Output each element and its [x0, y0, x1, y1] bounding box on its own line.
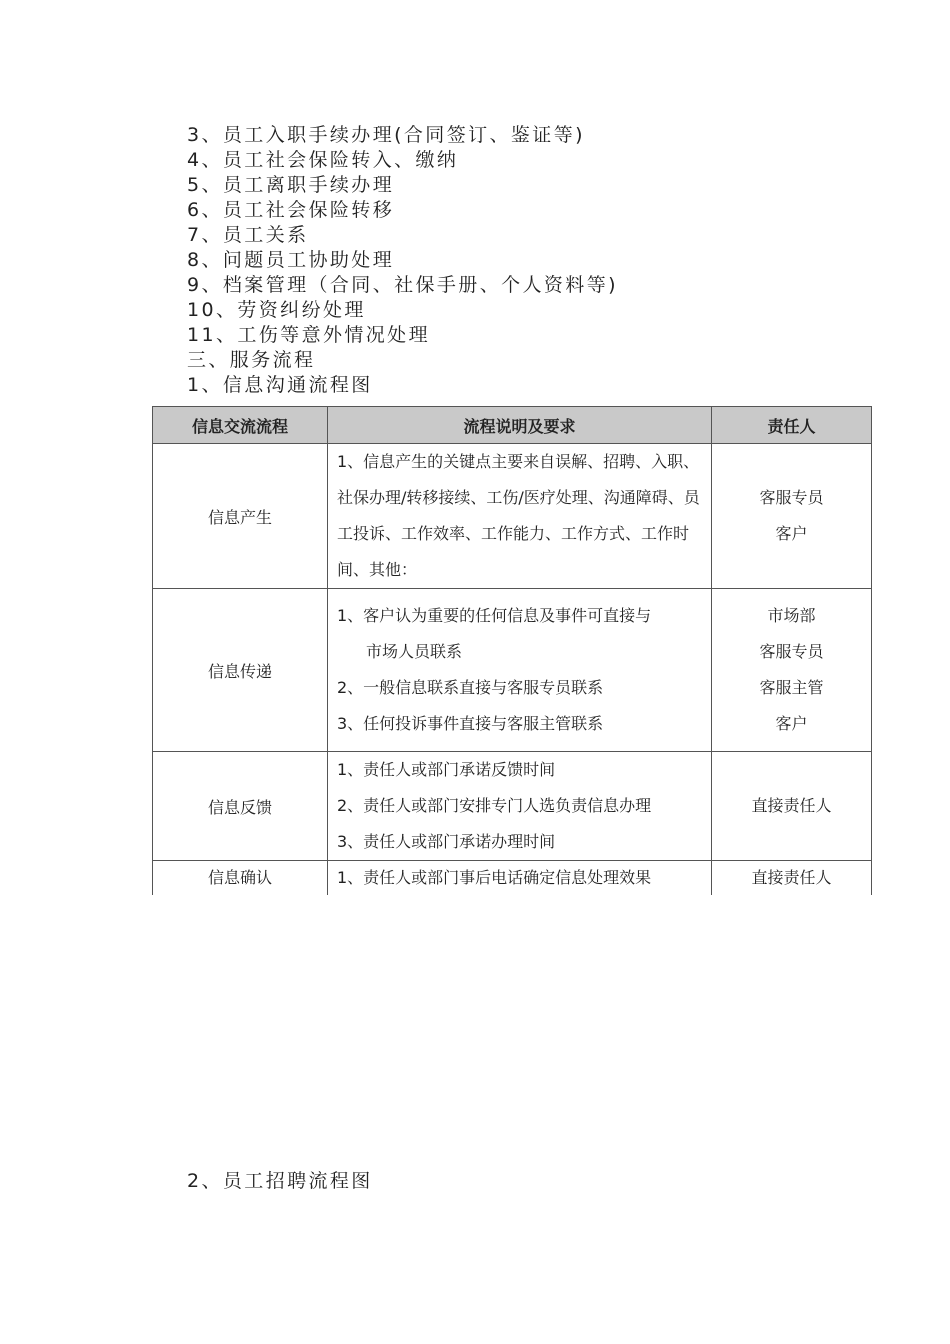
text-line: 6、员工社会保险转移: [187, 199, 395, 221]
header-owner: 责任人: [712, 407, 872, 444]
text-line: 4、员工社会保险转入、缴纳: [187, 149, 459, 171]
subsection-heading: 1、信息沟通流程图: [187, 374, 373, 396]
owner-cell: [712, 752, 872, 861]
description-item: 3、任何投诉事件直接与客服主管联系: [337, 714, 604, 733]
page-break-cut: [152, 895, 872, 897]
description-item: 1、客户认为重要的任何信息及事件可直接与: [337, 606, 652, 625]
description-continuation: 市场人员联系: [366, 642, 463, 661]
owner-name: 客服专员: [759, 642, 824, 661]
table-row: [153, 444, 872, 589]
owner-name: 客服专员: [759, 488, 824, 507]
description-text: 1、信息产生的关键点主要来自误解、招聘、入职、社保办理/转移接续、工伤/医疗处理、沟通障碍、员工投诉、工作效率、工作能力、工作方式、工作时间、其他：: [337, 452, 700, 579]
stage-cell: 信息反馈: [153, 752, 328, 861]
owner-name: 直接责任人: [751, 868, 832, 887]
table-header-row: [153, 407, 872, 444]
text-line: 8、问题员工协助处理: [187, 249, 395, 271]
text-line: 3、员工入职手续办理(合同签订、鉴证等): [187, 124, 585, 146]
text-lines: [187, 123, 618, 398]
text-line: 5、员工离职手续办理: [187, 174, 395, 196]
stage-cell: 信息产生: [153, 444, 328, 589]
text-line: 11、工伤等意外情况处理: [187, 324, 430, 346]
section-heading: 三、服务流程: [187, 349, 316, 371]
description-cell: [328, 861, 712, 896]
text-line: 7、员工关系: [187, 224, 309, 246]
owner-cell: [712, 861, 872, 896]
description-cell: [328, 752, 712, 861]
description-item: 1、责任人或部门承诺反馈时间: [337, 760, 556, 779]
text-line: 10、劳资纠纷处理: [187, 299, 366, 321]
owner-name: 市场部: [767, 606, 816, 625]
owner-cell: [712, 444, 872, 589]
description-cell: [328, 444, 712, 589]
table-row: [153, 752, 872, 861]
description-cell: [328, 589, 712, 752]
owner-name: 直接责任人: [751, 796, 832, 815]
description-item: 2、一般信息联系直接与客服专员联系: [337, 678, 604, 697]
table-row: [153, 861, 872, 896]
stage-cell: 信息传递: [153, 589, 328, 752]
header-description: 流程说明及要求: [328, 407, 712, 444]
owner-cell: [712, 589, 872, 752]
description-item-continued: [337, 634, 705, 670]
info-flow-table: [152, 406, 872, 895]
description-item: 2、责任人或部门安排专门人选负责信息办理: [337, 796, 652, 815]
description-item: 1、责任人或部门事后电话确定信息处理效果: [337, 868, 652, 887]
owner-name: 客户: [775, 524, 808, 543]
owner-name: 客服主管: [759, 678, 824, 697]
header-stage: 信息交流流程: [153, 407, 328, 444]
table-row: [153, 589, 872, 752]
text-line: 9、档案管理（合同、社保手册、个人资料等): [187, 274, 618, 296]
subsection-heading: 2、员工招聘流程图: [187, 1170, 373, 1192]
owner-name: 客户: [775, 714, 808, 733]
stage-cell: 信息确认: [153, 861, 328, 896]
description-item: 3、责任人或部门承诺办理时间: [337, 832, 556, 851]
